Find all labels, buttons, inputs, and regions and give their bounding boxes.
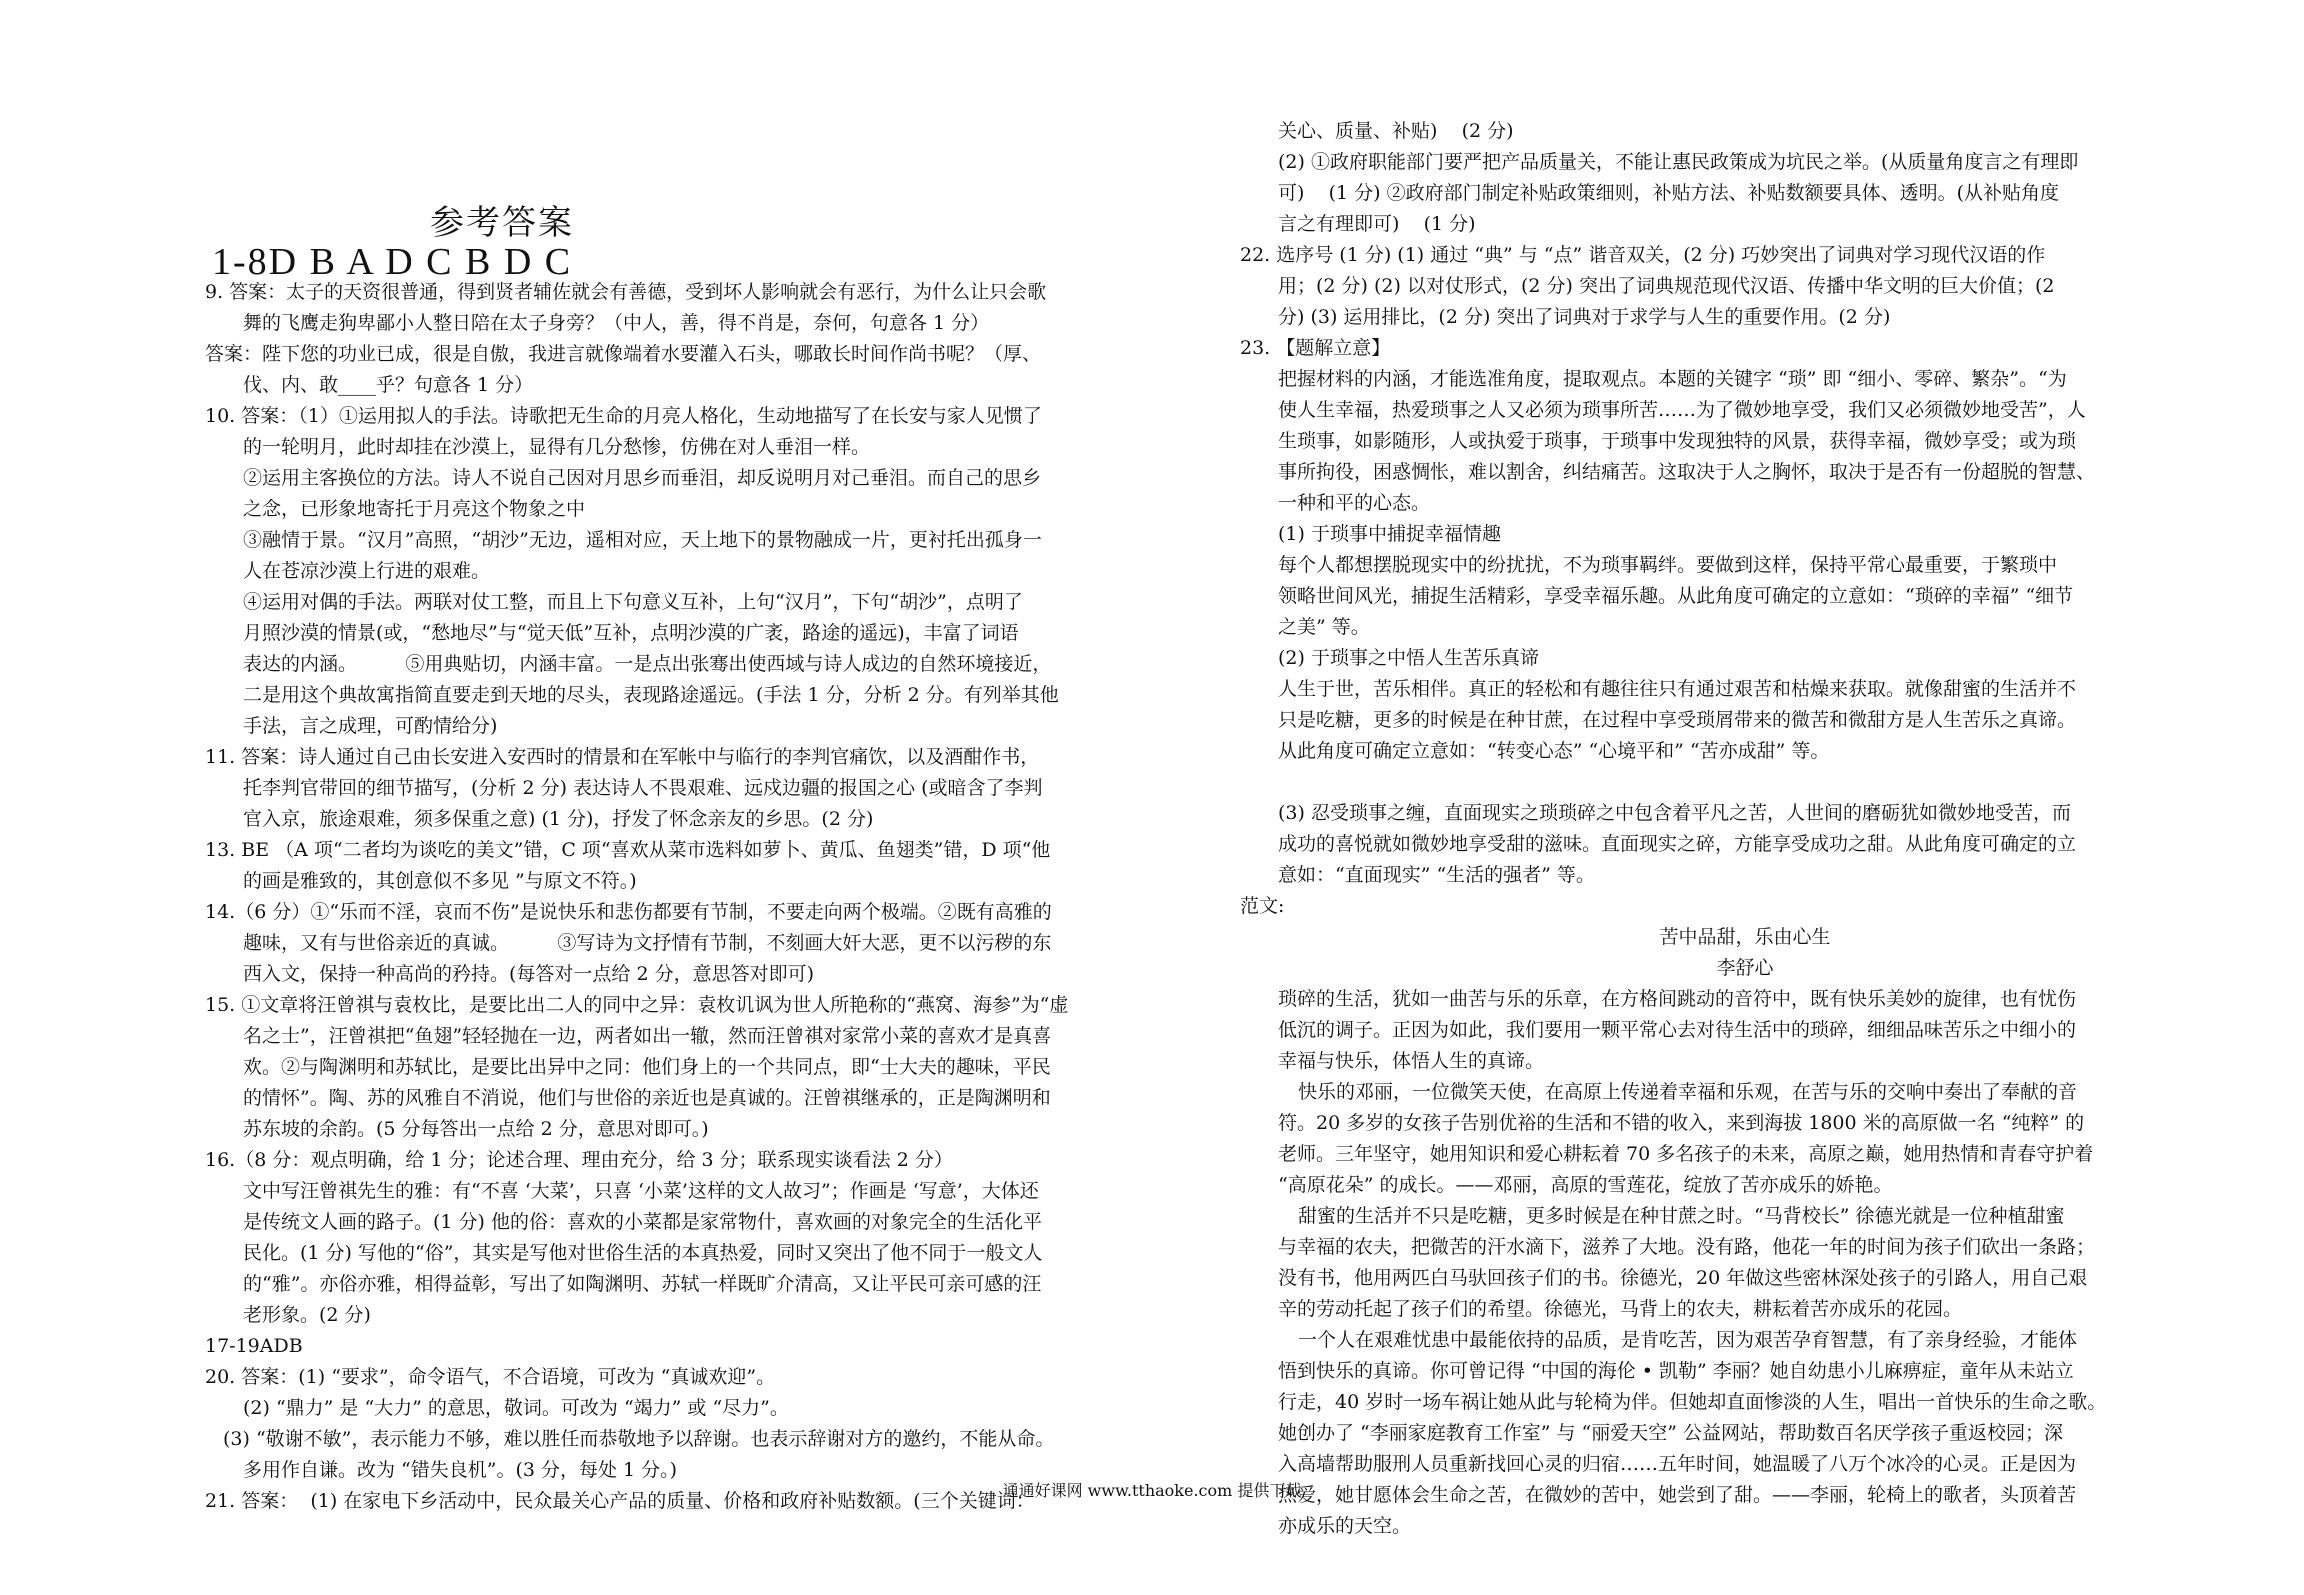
text-line: 13. BE （A 项“二者均为谈吃的美文”错，C 项“喜欢从菜市选料如萝卜、黄瓜、鱼翅类”错，D 项“他 <box>205 839 1051 861</box>
mcq-answers-heading: 1-8D B A D C B D C <box>212 241 573 283</box>
text-line: (3) 忍受琐事之缠，直面现实之琐琐碎之中包含着平凡之苦，人世间的磨砺犹如微妙地受苦，而 <box>1278 802 2071 824</box>
text-line: 亦成乐的天空。 <box>1278 1515 1412 1537</box>
text-line: 入高墙帮助服刑人员重新找回心灵的归宿……五年时间，她温暖了八万个冰冷的心灵。正是因为 <box>1278 1453 2077 1475</box>
text-line: 文中写汪曾祺先生的雅：有“不喜 ‘大菜’，只喜 ‘小菜’这样的文人故习”；作画是 ‘写意’，大体还 <box>243 1180 1039 1202</box>
text-line: (1) 于琐事中捕捉幸福情趣 <box>1278 523 1501 545</box>
text-line: ③融情于景。“汉月”高照，“胡沙”无边，遥相对应，天上地下的景物融成一片，更衬托出孤身一 <box>243 529 1042 551</box>
text-line: 20. 答案：(1) “要求”，命令语气，不合语境，可改为 “真诚欢迎”。 <box>205 1366 776 1388</box>
text-line: 苏东坡的余韵。(5 分每答出一点给 2 分，意思对即可。) <box>243 1118 709 1140</box>
text-line: 15. ①文章将汪曾祺与袁枚比，是要比出二人的同中之异：袁枚讥讽为世人所艳称的“燕窝、海参”为“虚 <box>205 994 1069 1016</box>
text-line: 之美” 等。 <box>1278 616 1370 638</box>
text-line: 人在苍凉沙漠上行进的艰难。 <box>243 560 491 582</box>
text-line: 月照沙漠的情景(或，“愁地尽”与“觉天低”互补，点明沙漠的广袤，路途的遥远)，丰富了词语 <box>243 622 1019 644</box>
text-line: 低沉的调子。正因为如此，我们要用一颗平常心去对待生活中的琐碎，细细品味苦乐之中细小的 <box>1278 1019 2077 1041</box>
text-line: (2) ①政府职能部门要严把产品质量关，不能让惠民政策成为坑民之举。(从质量角度言之有理即 <box>1278 151 2079 173</box>
text-line: 老形象。(2 分) <box>243 1304 371 1326</box>
text-line: 幸福与快乐，体悟人生的真谛。 <box>1278 1050 1545 1072</box>
text-line: 辛的劳动托起了孩子们的希望。徐德光，马背上的农夫，耕耘着苦亦成乐的花园。 <box>1278 1298 1963 1320</box>
text-line: (2) “鼎力” 是 “大力” 的意思，敬词。可改为 “竭力” 或 “尽力”。 <box>243 1397 789 1419</box>
text-line: 只是吃糖，更多的时候是在种甘蔗，在过程中享受琐屑带来的微苦和微甜方是人生苦乐之真谛。 <box>1278 709 2077 731</box>
text-line: 把握材料的内涵，才能选准角度，提取观点。本题的关键字 “琐” 即 “细小、零碎、繁杂”。“为 <box>1278 368 2067 390</box>
text-line: ②运用主客换位的方法。诗人不说自己因对月思乡而垂泪，却反说明月对己垂泪。而自己的思乡 <box>243 467 1042 489</box>
text-line: 趣味，又有与世俗亲近的真诚。 ③写诗为文抒情有节制，不刻画大奸大恶，更不以污秽的东 <box>243 932 1052 954</box>
text-line: 二是用这个典故寓指简直要走到天地的尽头，表现路途遥远。(手法 1 分，分析 2 分。有列举其他 <box>243 684 1059 706</box>
text-line: 是传统文人画的路子。(1 分) 他的俗：喜欢的小菜都是家常物什，喜欢画的对象完全的生活化平 <box>243 1211 1042 1233</box>
text-line: “高原花朵” 的成长。——邓丽，高原的雪莲花，绽放了苦亦成乐的娇艳。 <box>1278 1174 1893 1196</box>
text-line: 欢。②与陶渊明和苏轼比，是要比出异中之同：他们身上的一个共同点，即“士大夫的趣味，平民 <box>243 1056 1051 1078</box>
text-line: 10. 答案：（1）①运用拟人的手法。诗歌把无生命的月亮人格化，生动地描写了在长安与家人见惯了 <box>205 405 1042 427</box>
text-line: 她创办了 “李丽家庭教育工作室” 与 “丽爱天空” 公益网站，帮助数百名厌学孩子重返校园；深 <box>1278 1422 2064 1444</box>
text-line: 16.（8 分：观点明确，给 1 分；论述合理、理由充分，给 3 分；联系现实谈看法 2 分） <box>205 1149 953 1171</box>
text-line: 琐碎的生活，犹如一曲苦与乐的乐章，在方格间跳动的音符中，既有快乐美妙的旋律，也有忧伤 <box>1278 988 2077 1010</box>
text-line: 表达的内涵。 ⑤用典贴切，内涵丰富。一是点出张骞出使西域与诗人成边的自然环境接近， <box>243 653 1052 675</box>
text-line: 苦中品甜，乐由心生 <box>1659 926 1831 948</box>
text-line: (2) 于琐事之中悟人生苦乐真谛 <box>1278 647 1539 669</box>
text-line: (3) “敬谢不敏”，表示能力不够，难以胜任而恭敬地予以辞谢。也表示辞谢对方的邀约，不能从命。 <box>223 1428 1055 1450</box>
page-title: 参考答案 <box>430 203 574 243</box>
text-line: 可) (1 分) ②政府部门制定补贴政策细则，补贴方法、补贴数额要具体、透明。(从补贴角度 <box>1278 182 2059 204</box>
text-line: 22. 选序号 (1 分) (1) 通过 “典” 与 “点” 谐音双关，(2 分) 巧妙突出了词典对学习现代汉语的作 <box>1240 244 2046 266</box>
text-line: 官入京，旅途艰难，须多保重之意) (1 分)，抒发了怀念亲友的乡思。(2 分) <box>243 808 874 830</box>
text-line: 伐、内、敢____乎？句意各 1 分） <box>243 374 534 396</box>
text-line: 答案：陛下您的功业已成，很是自傲，我进言就像端着水要灌入石头，哪敢长时间作尚书呢？（厚、 <box>205 343 1042 365</box>
text-line: 快乐的邓丽，一位微笑天使，在高原上传递着幸福和乐观，在苦与乐的交响中奏出了奉献的音 <box>1298 1081 2078 1103</box>
text-line: 分) (3) 运用排比，(2 分) 突出了词典对于求学与人生的重要作用。(2 分) <box>1278 306 1891 328</box>
text-line: 使人生幸福，热爱琐事之人又必须为琐事所苦……为了微妙地享受，我们又必须微妙地受苦”，人 <box>1278 399 2086 421</box>
text-line: 意如：“直面现实” “生活的强者” 等。 <box>1278 864 1595 886</box>
text-line: 用；(2 分) (2) 以对仗形式，(2 分) 突出了词典规范现代汉语、传播中华文明的巨大价值；(2 <box>1278 275 2055 297</box>
text-line: 悟到快乐的真谛。你可曾记得 “中国的海伦 • 凯勒” 李丽？她自幼患小儿麻痹症，童年从未站立 <box>1278 1360 2074 1382</box>
text-line: ④运用对偶的手法。两联对仗工整，而且上下句意义互补，上句“汉月”，下句“胡沙”，点明了 <box>243 591 1023 613</box>
text-line: 生琐事，如影随形，人或执爱于琐事，于琐事中发现独特的风景，获得幸福，微妙享受；或为琐 <box>1278 430 2077 452</box>
text-line: 热爱，她甘愿体会生命之苦，在微妙的苦中，她尝到了甜。——李丽，轮椅上的歌者，头顶着苦 <box>1278 1484 2077 1506</box>
text-line: 西入文，保持一种高尚的矜持。(每答对一点给 2 分，意思答对即可) <box>243 963 814 985</box>
text-line: 21. 答案： (1) 在家电下乡活动中，民众最关心产品的质量、价格和政府补贴数额。(三个关键词： <box>205 1490 1035 1512</box>
text-line: 老师。三年坚守，她用知识和爱心耕耘着 70 多名孩子的未来，高原之巅，她用热情和青春守护着 <box>1278 1143 2094 1165</box>
text-line: 之念，已形象地寄托于月亮这个物象之中 <box>243 498 586 520</box>
text-line: 范文: <box>1240 895 1285 917</box>
text-line: 23. 【题解立意】 <box>1240 337 1391 359</box>
text-line: 言之有理即可) (1 分) <box>1278 213 1476 235</box>
text-line: 一种和平的心态。 <box>1278 492 1431 514</box>
text-line: 的一轮明月，此时却挂在沙漠上，显得有几分愁惨，仿佛在对人垂泪一样。 <box>243 436 871 458</box>
text-line: 17-19ADB <box>205 1335 303 1357</box>
text-line: 9. 答案：太子的天资很普通，得到贤者辅佐就会有善德，受到坏人影响就会有恶行，为什么让只会歌 <box>205 281 1047 303</box>
text-line: 的画是雅致的，其创意似不多见 ”与原文不符。) <box>243 870 637 892</box>
left-column <box>205 277 1200 1517</box>
text-line: 手法，言之成理，可酌情给分) <box>243 715 498 737</box>
text-line: 成功的喜悦就如微妙地享受甜的滋味。直面现实之碎，方能享受成功之甜。从此角度可确定的立 <box>1278 833 2077 855</box>
text-line: 符。20 多岁的女孩子告别优裕的生活和不错的收入，来到海拔 1800 米的高原做一名 “纯粹” 的 <box>1278 1112 2085 1134</box>
text-line: 与幸福的农夫，把微苦的汗水滴下，滋养了大地。没有路，他花一年的时间为孩子们砍出一条路； <box>1278 1236 2096 1258</box>
text-line <box>1240 767 2250 798</box>
text-line: 的“雅”。亦俗亦雅，相得益彰，写出了如陶渊明、苏轼一样既旷介清高，又让平民可亲可感的汪 <box>243 1273 1042 1295</box>
text-line: 事所拘役，困惑惆怅，难以割舍，纠结痛苦。这取决于人之胸怀，取决于是否有一份超脱的智慧、 <box>1278 461 2096 483</box>
text-line: 名之士”，汪曾祺把“鱼翅”轻轻抛在一边，两者如出一辙，然而汪曾祺对家常小菜的喜欢才是真喜 <box>243 1025 1052 1047</box>
text-line: 行走，40 岁时一场车祸让她从此与轮椅为伴。但她却直面惨淡的人生，唱出一首快乐的生命之歌。 <box>1278 1391 2107 1413</box>
text-line: 领略世间风光，捕捉生活精彩，享受幸福乐趣。从此角度可确定的立意如：“琐碎的幸福” “细节 <box>1278 585 2074 607</box>
text-line: 甜蜜的生活并不只是吃糖，更多时候是在种甘蔗之时。“马背校长” 徐德光就是一位种植甜蜜 <box>1298 1205 2065 1227</box>
text-line: 多用作自谦。改为 “错失良机”。(3 分，每处 1 分。) <box>243 1459 678 1481</box>
text-line: 民化。(1 分) 写他的“俗”，其实是写他对世俗生活的本真热爱，同时又突出了他不同于一般文人 <box>243 1242 1043 1264</box>
text-line: 的情怀”。陶、苏的风雅自不消说，他们与世俗的亲近也是真诚的。汪曾祺继承的，正是陶渊明和 <box>243 1087 1051 1109</box>
text-line: 人生于世，苦乐相伴。真正的轻松和有趣往往只有通过艰苦和枯燥来获取。就像甜蜜的生活并不 <box>1278 678 2077 700</box>
right-column <box>1240 116 2250 1542</box>
text-line: 托李判官带回的细节描写，(分析 2 分) 表达诗人不畏艰难、远戍边疆的报国之心 (或暗含了李判 <box>243 777 1043 799</box>
text-line: 没有书，他用两匹白马驮回孩子们的书。徐德光，20 年做这些密林深处孩子的引路人，用自己艰 <box>1278 1267 2088 1289</box>
text-line: 11. 答案：诗人通过自己由长安进入安西时的情景和在军帐中与临行的李判官痛饮，以及酒酣作书， <box>205 746 1040 768</box>
text-line: 舞的飞鹰走狗卑鄙小人整日陪在太子身旁？（中人，善，得不肖是，奈何，句意各 1 分） <box>243 312 990 334</box>
text-line: 关心、质量、补贴) (2 分) <box>1278 120 1514 142</box>
text-line: 一个人在艰难忧患中最能依持的品质，是肯吃苦，因为艰苦孕育智慧，有了亲身经验，才能体 <box>1298 1329 2078 1351</box>
footer-credit: 通通好课网 www.tthaoke.com 提供下载 <box>1002 1481 1302 1500</box>
text-line: 14.（6 分）①“乐而不淫，哀而不伤”是说快乐和悲伤都要有节制，不要走向两个极端。②既有高雅的 <box>205 901 1052 923</box>
text-line: 从此角度可确定立意如：“转变心态” “心境平和” “苦亦成甜” 等。 <box>1278 740 1830 762</box>
text-line: 李舒心 <box>1716 957 1774 979</box>
text-line: 每个人都想摆脱现实中的纷扰扰，不为琐事羁绊。要做到这样，保持平常心最重要，于繁琐中 <box>1278 554 2058 576</box>
